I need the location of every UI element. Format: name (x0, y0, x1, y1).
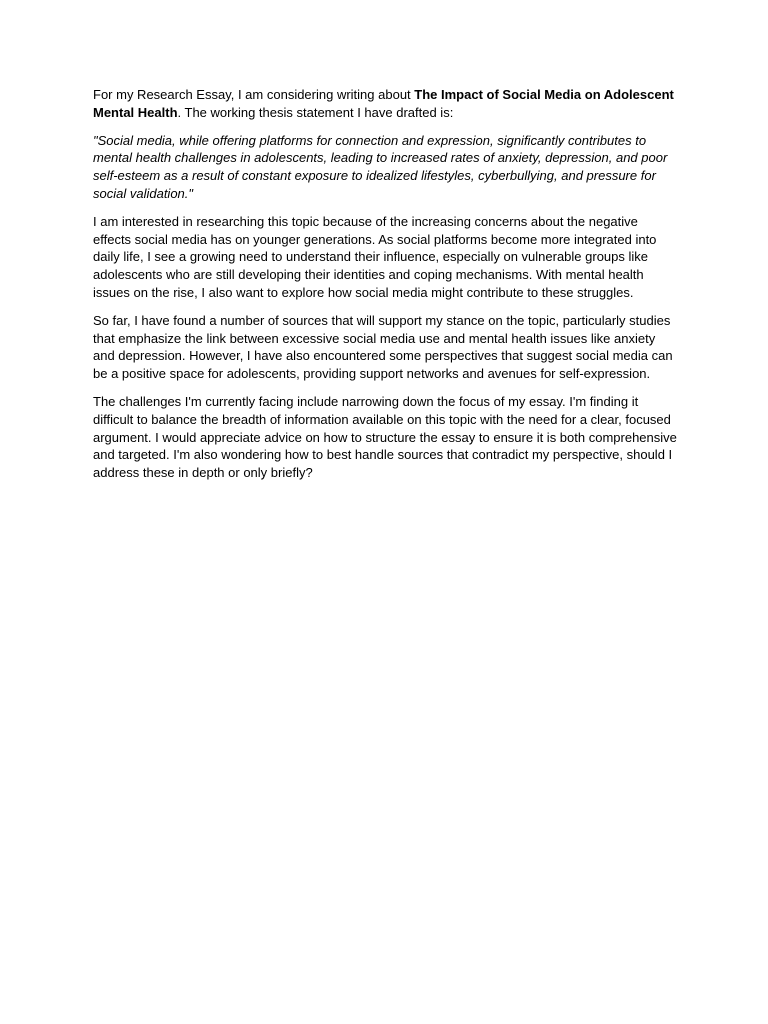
thesis-statement: "Social media, while offering platforms for connection and expression, significantly contributes to mental health challenges in adolescents, leading to increased rates of anxiety, depression, and poor self-esteem as a result of constant exposure to idealized lifestyles, cyberbullying, and pressure for social validation." (93, 132, 668, 201)
paragraph-challenges: The challenges I'm currently facing include narrowing down the focus of my essay. I'm finding it difficult to balance the breadth of information available on this topic with the need for a clear, focused argument. I would appreciate advice on how to structure the essay to ensure it is both comprehensive and targeted. I'm also wondering how to best handle sources that contradict my perspective, should I address these in depth or only briefly? (93, 393, 677, 481)
intro-text-before: For my Research Essay, I am considering writing about (93, 87, 415, 102)
intro-text-after: . The working thesis statement I have drafted is: (177, 104, 454, 120)
paragraph-sources: So far, I have found a number of sources that will support my stance on the topic, particularly studies that emphasize the link between excessive social media use and mental health issues like anxiety and depression. However, I have also encountered some perspectives that suggest social media can be a positive space for adolescents, providing support networks and avenues for self-expression. (93, 312, 673, 382)
paragraph-interest: I am interested in researching this topic because of the increasing concerns about the negative effects social media has on younger generations. As social platforms become more integrated into daily life, I see a growing need to understand their influence, especially on vulnerable groups like adolescents who are still developing their identities and coping mechanisms. With mental health issues on the rise, I also want to explore how social media might contribute to these struggles. (93, 213, 657, 300)
intro-paragraph (93, 86, 677, 122)
document-body (93, 86, 677, 492)
essay-topic: The Impact of Social Media on Adolescent Mental Health (93, 87, 674, 120)
